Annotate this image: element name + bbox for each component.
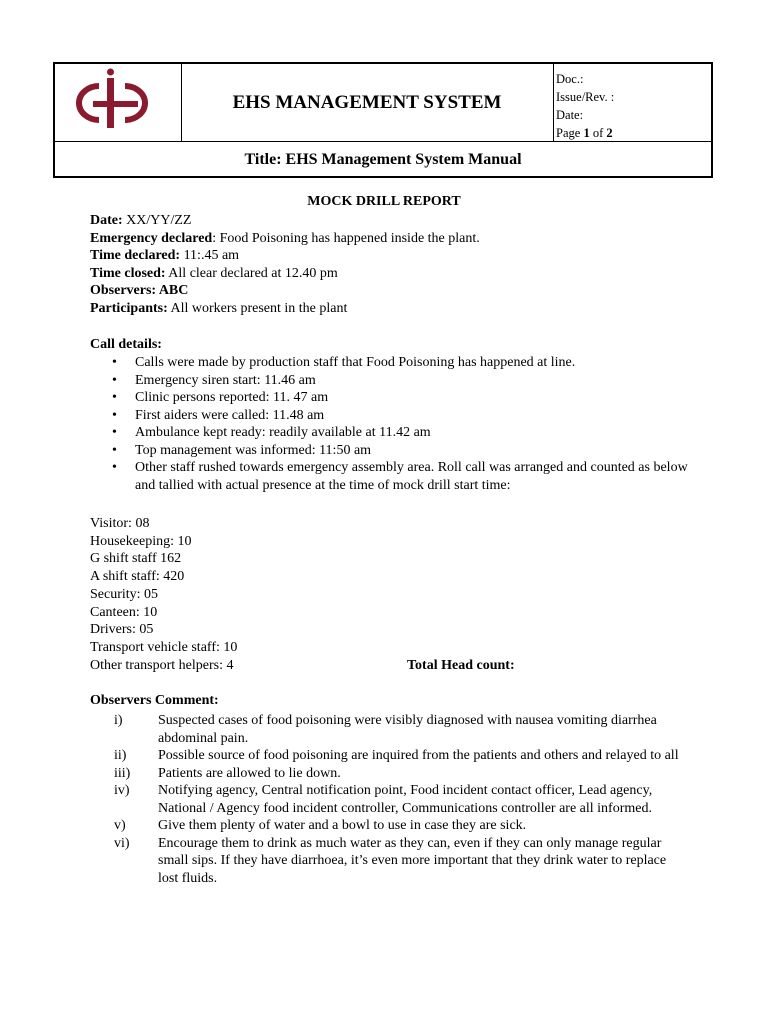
comment-text: Patients are allowed to lie down. xyxy=(158,765,341,781)
participants: Participants: All workers present in the plant xyxy=(90,300,348,316)
count-item: Drivers: 05 xyxy=(90,622,154,638)
count-item: Security: 05 xyxy=(90,586,159,602)
count-item: Canteen: 10 xyxy=(90,604,158,620)
comment-item xyxy=(90,765,680,783)
list-item: • Emergency siren start: 11.46 am xyxy=(112,372,692,390)
list-item: • Other staff rushed towards emergency assembly area. Roll call was arranged and counted as below and tallied with actual presence at the time of mock drill start time: xyxy=(112,459,692,494)
comment-item xyxy=(90,835,680,888)
comment-text: Suspected cases of food poisoning were visibly diagnosed with nausea vomiting diarrhea abdominal pain. xyxy=(158,713,657,746)
observers-comment-list xyxy=(90,712,680,887)
count-item: Other transport helpers: 4 xyxy=(90,657,234,673)
comment-text: Possible source of food poisoning are inquired from the patients and others and relayed to all xyxy=(158,748,679,763)
count-item: Transport vehicle staff: 10 xyxy=(90,639,238,655)
time-closed: Time closed: All clear declared at 12.40 pm xyxy=(90,265,338,281)
comment-item xyxy=(90,817,680,835)
emergency-declared: Emergency declared: Food Poisoning has happened inside the plant. xyxy=(90,230,480,246)
system-title: EHS MANAGEMENT SYSTEM xyxy=(181,64,554,141)
report-info xyxy=(90,212,480,317)
company-logo-cell xyxy=(55,64,182,141)
list-item: • Ambulance kept ready: readily available at 11.42 am xyxy=(112,424,692,442)
issue-label: Issue/Rev. : xyxy=(556,90,615,104)
comment-number: vi) xyxy=(114,835,130,851)
time-declared: Time declared: 11:.45 am xyxy=(90,248,240,263)
comment-text: Encourage them to drink as much water as they can, even if they can only manage regular small sips. If they have diarrhoea, it’s even more important that they drink water to replace lost fluids. xyxy=(158,835,667,886)
document-meta xyxy=(553,64,711,141)
doc-label: Doc.: xyxy=(556,72,584,86)
comment-text: Notifying agency, Central notification point, Food incident contact officer, Lead agency, National / Agency food incident controller, Communications controller are all informed. xyxy=(158,783,653,816)
list-item: • Calls were made by production staff that Food Poisoning has happened at line. xyxy=(112,354,692,372)
observers: Observers: ABC xyxy=(90,283,189,298)
list-item: • Top management was informed: 11:50 am xyxy=(112,442,692,460)
count-item: Visitor: 08 xyxy=(90,516,150,531)
count-item: A shift staff: 420 xyxy=(90,569,185,585)
count-item: G shift staff 162 xyxy=(90,551,182,567)
call-details-list xyxy=(112,354,692,494)
list-item: • Clinic persons reported: 11. 47 am xyxy=(112,389,692,407)
call-details-heading: Call details: xyxy=(90,337,162,352)
comment-item xyxy=(90,747,680,765)
company-logo-icon xyxy=(55,64,181,141)
total-head-count: Total Head count: xyxy=(407,658,515,673)
count-item: Housekeeping: 10 xyxy=(90,533,192,549)
head-count-list xyxy=(90,515,237,674)
comment-text: Give them plenty of water and a bowl to use in case they are sick. xyxy=(158,818,527,833)
page-number: Page 1 of 2 xyxy=(556,126,613,140)
observers-comment-heading: Observers Comment: xyxy=(90,693,219,708)
manual-title: Title: EHS Management System Manual xyxy=(55,141,711,177)
comment-number: iii) xyxy=(114,765,131,781)
date-label: Date: xyxy=(556,108,584,122)
comment-number: i) xyxy=(114,713,123,728)
comment-number: iv) xyxy=(114,783,130,798)
document-header xyxy=(53,62,713,178)
list-item: • First aiders were called: 11.48 am xyxy=(112,407,692,425)
comment-number: ii) xyxy=(114,748,127,763)
report-date: Date: XX/YY/ZZ xyxy=(90,213,192,228)
comment-number: v) xyxy=(114,818,126,833)
comment-item xyxy=(90,712,680,747)
report-heading: MOCK DRILL REPORT xyxy=(307,194,461,209)
comment-item xyxy=(90,782,680,817)
